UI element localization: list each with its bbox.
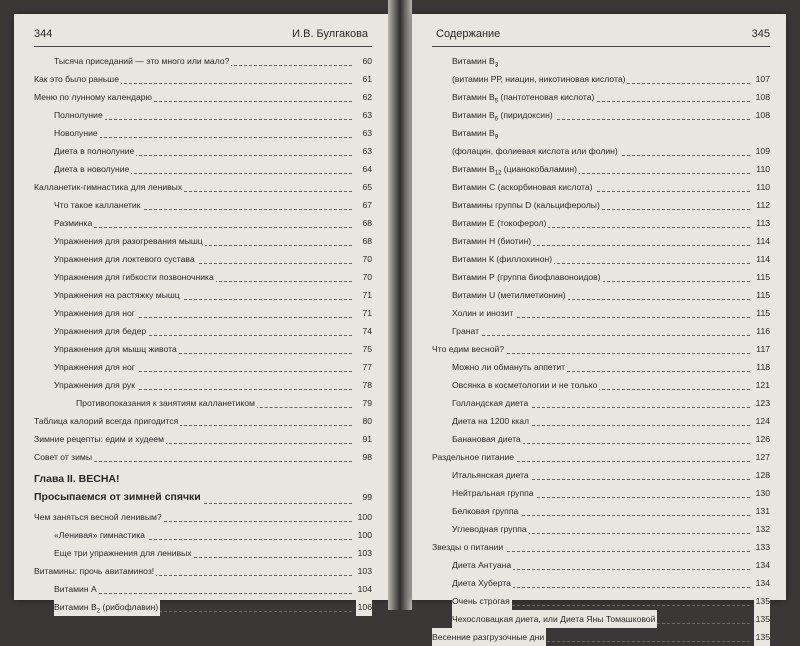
toc-entry-subscript: 3 <box>494 62 499 69</box>
toc-entry-text: Упражнения для локтевого сустава <box>54 254 195 264</box>
toc-entry-title <box>452 142 620 160</box>
left-header-title: И.В. Булгакова <box>292 28 368 40</box>
toc-entry <box>432 124 770 142</box>
toc-entry-title <box>452 592 512 610</box>
toc-entry-title <box>34 412 180 430</box>
toc-entry <box>34 304 372 322</box>
chapter-subtitle-row <box>34 488 372 508</box>
toc-entry <box>34 394 372 412</box>
toc-entry-text: Упражнения для гибкости позвоночника <box>54 272 214 282</box>
toc-entry-page: 135 <box>754 592 770 610</box>
toc-entry-page: 100 <box>356 508 372 526</box>
toc-entry-text: Витамин А <box>54 584 97 594</box>
toc-entry-page: 104 <box>356 580 372 598</box>
toc-entry-text: Витамин Н (биотин) <box>452 236 532 246</box>
toc-entry-text: Чем заняться весной ленивым? <box>34 512 162 522</box>
toc-entry-page: 74 <box>360 322 372 340</box>
toc-entry-page: 124 <box>754 412 770 430</box>
toc-entry-page: 79 <box>360 394 372 412</box>
toc-entry-title <box>452 70 627 88</box>
toc-entry-page: 115 <box>754 304 770 322</box>
toc-entry-subscript: 12 <box>494 170 502 177</box>
toc-entry <box>432 88 770 106</box>
toc-entry-text: (фолацин, фолиевая кислота или фолин) <box>452 146 618 156</box>
left-header <box>34 28 372 44</box>
toc-entry-page: 68 <box>360 214 372 232</box>
toc-entry <box>432 538 770 556</box>
toc-entry-text: Очень строгая <box>452 596 510 606</box>
toc-entry-text: Диета в полнолуние <box>54 146 135 156</box>
toc-entry-title <box>452 106 555 124</box>
toc-entry-page: 107 <box>754 70 770 88</box>
toc-entry-text: Витамин Р (группа биофлавоноидов) <box>452 272 601 282</box>
toc-entry-text: Меню по лунному календарю <box>34 92 152 102</box>
right-header <box>432 28 770 44</box>
toc-entry-title <box>452 160 579 178</box>
toc-entry <box>34 322 372 340</box>
toc-entry <box>432 358 770 376</box>
dot-leader <box>452 335 750 336</box>
toc-entry-text: Диета Антуана <box>452 560 512 570</box>
toc-entry <box>34 544 372 562</box>
toc-entry-page: 71 <box>360 286 372 304</box>
toc-entry-title <box>452 322 481 340</box>
toc-entry-page: 71 <box>360 304 372 322</box>
toc-entry-page: 133 <box>754 538 770 556</box>
toc-entry-text: Витамин Е (токоферол) <box>452 218 547 228</box>
toc-entry-page: 116 <box>754 322 770 340</box>
toc-entry-title <box>432 448 516 466</box>
chapter-title: Глава II. ВЕСНА! <box>34 473 120 485</box>
toc-entry-text: Раздельное питание <box>432 452 514 462</box>
toc-entry <box>432 502 770 520</box>
toc-entry <box>34 562 372 580</box>
toc-entry-text: Белковая группа <box>452 506 519 516</box>
toc-entry-text: Что едим весной? <box>432 344 505 354</box>
toc-entry <box>432 484 770 502</box>
toc-entry-title <box>452 214 548 232</box>
toc-entry-page: 64 <box>360 160 372 178</box>
toc-entry-page: 78 <box>360 376 372 394</box>
toc-entry <box>432 52 770 70</box>
toc-entry-title <box>34 508 164 526</box>
toc-entry-title <box>452 502 520 520</box>
toc-entry-page: 114 <box>754 232 770 250</box>
toc-entry-text-after: (цианокобаламин) <box>501 164 577 174</box>
toc-entry-page: 61 <box>360 70 372 88</box>
toc-entry <box>432 610 770 628</box>
toc-entry <box>34 250 372 268</box>
toc-entry-page: 70 <box>360 268 372 286</box>
toc-entry <box>432 250 770 268</box>
toc-entry-page: 134 <box>754 556 770 574</box>
toc-entry <box>432 214 770 232</box>
toc-entry-text: Чехословацкая диета, или Диета Яны Томашковой <box>452 614 656 624</box>
toc-entry-page: 91 <box>360 430 372 448</box>
toc-entry <box>432 574 770 592</box>
toc-entry-page: 67 <box>360 196 372 214</box>
toc-entry-text: Банановая диета <box>452 434 521 444</box>
toc-entry-text: Витамин С (аскорбиновая кислота) <box>452 182 593 192</box>
toc-entry <box>432 268 770 286</box>
toc-entry-text: «Ленивая» гимнастика <box>54 530 145 540</box>
toc-entry <box>432 304 770 322</box>
book-gutter <box>388 0 412 610</box>
toc-entry-text: Упражнения для рук <box>54 380 135 390</box>
toc-entry-subscript: 2 <box>96 608 101 615</box>
toc-entry-page: 115 <box>754 286 770 304</box>
toc-entry-page: 109 <box>754 142 770 160</box>
toc-entry-title <box>34 88 154 106</box>
toc-entry-text: Упражнения для ног <box>54 308 135 318</box>
toc-entry <box>432 412 770 430</box>
toc-entry-title <box>452 178 595 196</box>
toc-entry <box>34 376 372 394</box>
toc-entry-text-after: (пантотеновая кислота) <box>498 92 595 102</box>
toc-entry-page: 106 <box>356 598 372 616</box>
toc-entry-text: Новолуние <box>54 128 98 138</box>
toc-entry <box>34 70 372 88</box>
toc-entry-text: Таблица калорий всегда пригодится <box>34 416 179 426</box>
toc-entry <box>432 232 770 250</box>
toc-entry <box>432 466 770 484</box>
toc-entry-page: 117 <box>754 340 770 358</box>
toc-entry-page: 108 <box>754 106 770 124</box>
toc-entry-title <box>452 394 530 412</box>
toc-entry-title <box>452 268 603 286</box>
toc-entry-title <box>452 196 602 214</box>
toc-entry-title <box>54 268 216 286</box>
toc-entry <box>34 178 372 196</box>
toc-entry <box>432 286 770 304</box>
chapter-subtitle: Просыпаемся от зимней спячки <box>34 488 203 506</box>
toc-entry-page: 112 <box>754 196 770 214</box>
toc-entry-page: 128 <box>754 466 770 484</box>
toc-entry-title <box>432 538 505 556</box>
chapter-heading <box>34 470 372 488</box>
toc-entry <box>432 520 770 538</box>
toc-entry-text: Итальянская диета <box>452 470 529 480</box>
toc-entry-page: 75 <box>360 340 372 358</box>
toc-entry <box>432 592 770 610</box>
toc-entry-text: Витамин К (филлохинон) <box>452 254 553 264</box>
left-toc <box>34 52 372 616</box>
toc-entry-text: Диета на 1200 ккал <box>452 416 530 426</box>
toc-entry-page: 115 <box>754 268 770 286</box>
toc-entry-title <box>54 340 179 358</box>
toc-entry-title <box>54 376 137 394</box>
chapter-page: 99 <box>360 488 372 506</box>
toc-entry-page: 108 <box>754 88 770 106</box>
toc-entry-title <box>452 574 513 592</box>
toc-entry-title <box>452 484 536 502</box>
toc-entry-text: Противопоказания к занятиям калланетиком <box>76 398 255 408</box>
toc-entry-text: Упражнения для ног <box>54 362 135 372</box>
toc-entry-text: Упражнения на растяжку мышц <box>54 290 180 300</box>
toc-entry-title <box>54 250 197 268</box>
toc-entry-title <box>452 232 533 250</box>
toc-entry-text: Как это было раньше <box>34 74 119 84</box>
toc-entry-text: Совет от зимы <box>34 452 93 462</box>
toc-entry-title <box>54 52 231 70</box>
toc-entry-title <box>452 250 554 268</box>
toc-entry-text: Тысяча приседаний — это много или мало? <box>54 56 230 66</box>
toc-entry-page: 113 <box>754 214 770 232</box>
toc-entry <box>34 88 372 106</box>
toc-entry-text: Полнолуние <box>54 110 103 120</box>
toc-entry <box>34 196 372 214</box>
toc-entry-title <box>34 430 166 448</box>
toc-entry <box>432 376 770 394</box>
toc-entry <box>432 178 770 196</box>
toc-entry-page: 80 <box>360 412 372 430</box>
toc-entry <box>34 286 372 304</box>
toc-entry <box>432 394 770 412</box>
toc-entry <box>34 232 372 250</box>
toc-entry-text-after: (пиридоксин) <box>498 110 553 120</box>
left-page <box>14 14 388 615</box>
toc-entry <box>34 598 372 616</box>
toc-entry-title <box>54 304 137 322</box>
toc-entry-title <box>452 430 523 448</box>
toc-entry-title <box>432 340 506 358</box>
toc-entry-title <box>34 70 121 88</box>
toc-entry-subscript: 9 <box>494 134 499 141</box>
toc-entry-page: 131 <box>754 502 770 520</box>
toc-entry-text: Упражнения для мышц живота <box>54 344 177 354</box>
toc-entry-page: 60 <box>360 52 372 70</box>
toc-entry-page: 63 <box>360 142 372 160</box>
toc-entry-page: 103 <box>356 562 372 580</box>
toc-entry-page: 63 <box>360 124 372 142</box>
toc-entry-text: Витамин В <box>452 110 495 120</box>
toc-entry <box>34 430 372 448</box>
toc-entry <box>432 628 770 646</box>
toc-entry-text: Звезды о питании <box>432 542 504 552</box>
toc-entry <box>34 412 372 430</box>
toc-entry-text: Витамин В <box>452 92 495 102</box>
toc-entry-page: 100 <box>356 526 372 544</box>
toc-entry-title <box>54 106 105 124</box>
toc-entry-title <box>452 412 531 430</box>
toc-entry-title <box>452 52 498 70</box>
toc-entry-page: 114 <box>754 250 770 268</box>
toc-entry-title <box>452 610 657 628</box>
toc-entry <box>34 448 372 466</box>
toc-entry-title <box>34 562 156 580</box>
toc-entry-title <box>452 556 513 574</box>
toc-entry-text: Упражнения для бедер <box>54 326 147 336</box>
dot-leader <box>54 227 352 228</box>
toc-entry-title <box>452 376 599 394</box>
left-header-rule <box>34 46 372 47</box>
toc-entry <box>34 508 372 526</box>
left-page-number: 344 <box>34 28 53 40</box>
toc-entry <box>432 322 770 340</box>
toc-entry-text: Диета в новолуние <box>54 164 130 174</box>
toc-entry-title <box>54 526 147 544</box>
toc-entry-title <box>54 580 99 598</box>
toc-entry-text: Витамины группы D (кальциферолы) <box>452 200 600 210</box>
toc-entry <box>34 268 372 286</box>
toc-entry <box>432 196 770 214</box>
toc-entry-text: Витамин В <box>54 602 97 612</box>
toc-entry <box>432 340 770 358</box>
toc-entry-title <box>54 358 137 376</box>
toc-entry-title <box>432 628 546 646</box>
toc-entry-page: 103 <box>356 544 372 562</box>
toc-entry-title <box>54 160 131 178</box>
toc-entry-title <box>54 142 136 160</box>
toc-entry-text: Нейтральная группа <box>452 488 534 498</box>
toc-entry <box>34 124 372 142</box>
toc-entry-page: 77 <box>360 358 372 376</box>
toc-entry-page: 62 <box>360 88 372 106</box>
toc-entry-title <box>452 358 567 376</box>
toc-entry-page: 135 <box>754 628 770 646</box>
toc-entry-page: 68 <box>360 232 372 250</box>
toc-entry-text: Гранат <box>452 326 480 336</box>
right-header-title: Содержание <box>436 28 501 40</box>
toc-entry <box>34 526 372 544</box>
toc-entry <box>432 448 770 466</box>
toc-entry-title <box>54 322 148 340</box>
toc-entry <box>432 106 770 124</box>
toc-entry-text: Можно ли обмануть аппетит <box>452 362 566 372</box>
toc-entry-subscript: 5 <box>494 98 499 105</box>
toc-entry-text: Витамин В <box>452 164 495 174</box>
toc-entry-page: 110 <box>754 160 770 178</box>
toc-entry-title <box>54 196 142 214</box>
toc-entry-title <box>452 88 596 106</box>
toc-entry-text: Еще три упражнения для ленивых <box>54 548 192 558</box>
toc-entry-title <box>452 466 531 484</box>
toc-entry-text: (витамин РР, ниацин, никотиновая кислота) <box>452 74 626 84</box>
toc-entry-page: 121 <box>754 376 770 394</box>
toc-entry-subscript: 6 <box>494 116 499 123</box>
toc-entry-page: 65 <box>360 178 372 196</box>
toc-entry-title <box>34 178 184 196</box>
toc-entry-text: Разминка <box>54 218 93 228</box>
toc-entry <box>34 52 372 70</box>
toc-entry <box>34 358 372 376</box>
toc-entry-page: 130 <box>754 484 770 502</box>
toc-entry-title <box>54 232 205 250</box>
toc-entry-title <box>76 394 257 412</box>
toc-entry-text: Витамин U (метилметионин) <box>452 290 566 300</box>
toc-entry-text: Голландская диета <box>452 398 529 408</box>
toc-entry <box>432 556 770 574</box>
toc-entry <box>34 142 372 160</box>
toc-entry-title <box>452 520 529 538</box>
right-toc <box>432 52 770 646</box>
toc-entry <box>432 160 770 178</box>
toc-entry-text: Упражнения для разогревания мышц <box>54 236 203 246</box>
toc-entry-title <box>34 448 94 466</box>
toc-entry-title <box>54 598 160 616</box>
toc-entry <box>432 430 770 448</box>
toc-entry-text-after: (рибофлавин) <box>100 602 159 612</box>
toc-entry-title <box>54 286 182 304</box>
toc-entry-text: Весенние разгрузочные дни <box>432 632 545 642</box>
toc-entry-page: 98 <box>360 448 372 466</box>
toc-entry-text: Калланетик-гимнастика для ленивых <box>34 182 183 192</box>
toc-entry <box>34 214 372 232</box>
toc-entry-text: Витамин В <box>452 128 495 138</box>
toc-entry-page: 118 <box>754 358 770 376</box>
toc-entry-page: 134 <box>754 574 770 592</box>
toc-entry <box>34 106 372 124</box>
toc-entry-page: 70 <box>360 250 372 268</box>
toc-entry-text: Витамины: прочь авитаминоз! <box>34 566 155 576</box>
toc-entry-title <box>54 544 194 562</box>
toc-entry-text: Зимние рецепты: едим и худеем <box>34 434 164 444</box>
right-page <box>412 14 786 642</box>
toc-entry-page: 110 <box>754 178 770 196</box>
toc-entry-text: Витамин В <box>452 56 495 66</box>
toc-entry-text: Холин и инозит <box>452 308 514 318</box>
toc-entry-title <box>54 124 100 142</box>
toc-entry-page: 135 <box>754 610 770 628</box>
toc-entry <box>432 142 770 160</box>
toc-entry-page: 126 <box>754 430 770 448</box>
toc-entry-title <box>54 214 94 232</box>
toc-entry <box>34 580 372 598</box>
toc-entry-text: Диета Хуберта <box>452 578 511 588</box>
toc-entry <box>34 340 372 358</box>
toc-entry-title <box>452 304 515 322</box>
toc-entry-page: 132 <box>754 520 770 538</box>
toc-entry-page: 123 <box>754 394 770 412</box>
toc-entry-page: 63 <box>360 106 372 124</box>
toc-entry-text: Что такое калланетик <box>54 200 141 210</box>
toc-entry-text: Овсянка в косметологии и не только <box>452 380 598 390</box>
toc-entry <box>432 70 770 88</box>
toc-entry-text: Углеводная группа <box>452 524 527 534</box>
toc-entry-title <box>452 286 568 304</box>
right-header-rule <box>432 46 770 47</box>
toc-entry-page: 127 <box>754 448 770 466</box>
right-page-number: 345 <box>751 28 770 40</box>
toc-entry-title <box>452 124 498 142</box>
toc-entry <box>34 160 372 178</box>
